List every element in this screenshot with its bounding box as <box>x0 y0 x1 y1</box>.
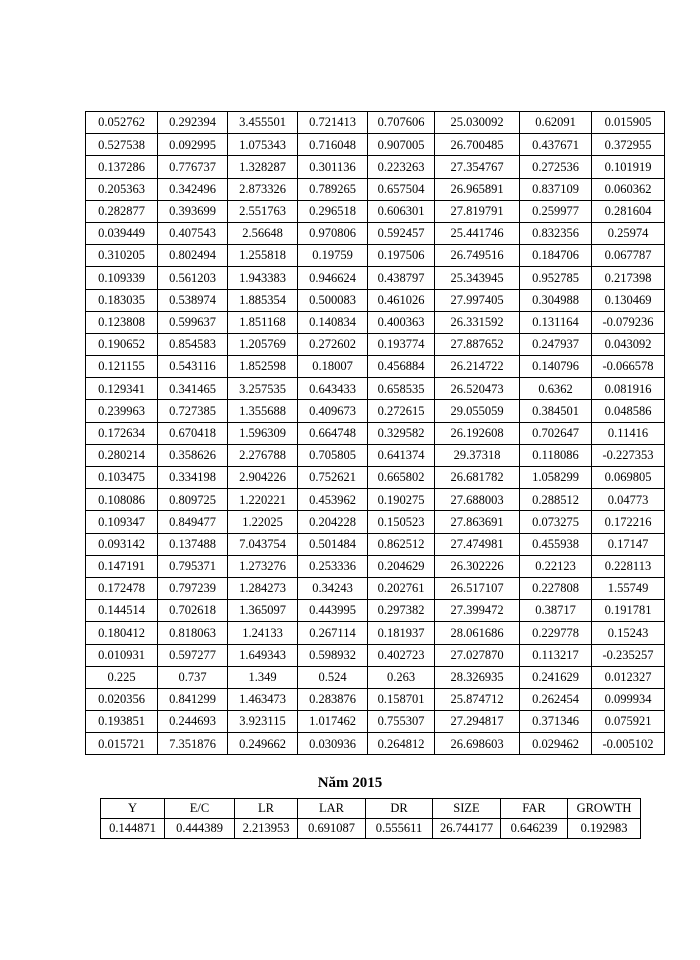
table-cell: 0.946624 <box>298 267 368 289</box>
table-cell: 0.721413 <box>298 112 368 134</box>
table-cell: 26.517107 <box>435 577 520 599</box>
table-row <box>86 134 665 156</box>
table-cell: 0.010931 <box>86 644 158 666</box>
table-cell: 0.04773 <box>592 489 665 511</box>
table-cell: 0.809725 <box>158 489 228 511</box>
table-cell: 0.015905 <box>592 112 665 134</box>
table-row <box>86 644 665 666</box>
table-cell: 0.11416 <box>592 422 665 444</box>
table-cell: 0.407543 <box>158 222 228 244</box>
table-cell: 0.841299 <box>158 688 228 710</box>
table-row <box>86 600 665 622</box>
table-cell: 0.069805 <box>592 467 665 489</box>
table-row <box>86 378 665 400</box>
table-cell: 1.22025 <box>228 511 298 533</box>
table-cell: 2.551763 <box>228 200 298 222</box>
table-cell: 27.863691 <box>435 511 520 533</box>
table-cell: 0.259977 <box>520 200 592 222</box>
table-row <box>86 511 665 533</box>
table-cell: 0.854583 <box>158 333 228 355</box>
table-cell: 26.965891 <box>435 178 520 200</box>
table-cell: 0.527538 <box>86 134 158 156</box>
table-cell: 2.276788 <box>228 444 298 466</box>
table-cell: 0.101919 <box>592 156 665 178</box>
table-cell: 0.38717 <box>520 600 592 622</box>
table-cell: 27.294817 <box>435 711 520 733</box>
table-cell: 0.113217 <box>520 644 592 666</box>
table-row <box>86 400 665 422</box>
table-cell: 0.342496 <box>158 178 228 200</box>
table-cell: 0.598932 <box>298 644 368 666</box>
table-row <box>86 444 665 466</box>
header-cell: LAR <box>298 799 366 819</box>
table-cell: 0.606301 <box>368 200 435 222</box>
table-cell: 26.520473 <box>435 378 520 400</box>
table-cell: 0.18007 <box>298 356 368 378</box>
table-cell: 0.952785 <box>520 267 592 289</box>
table-cell: 0.241629 <box>520 666 592 688</box>
table-cell: 7.351876 <box>158 733 228 755</box>
table-cell: 3.455501 <box>228 112 298 134</box>
table-cell: 0.092995 <box>158 134 228 156</box>
table-cell: 0.239963 <box>86 400 158 422</box>
table-cell: 0.204228 <box>298 511 368 533</box>
table-cell: 1.349 <box>228 666 298 688</box>
table-cell: 1.205769 <box>228 333 298 355</box>
table-cell: 0.129341 <box>86 378 158 400</box>
table-cell: 0.592457 <box>368 222 435 244</box>
table-cell: 0.907005 <box>368 134 435 156</box>
table-cell: 0.073275 <box>520 511 592 533</box>
table-cell: 0.670418 <box>158 422 228 444</box>
table-row <box>86 289 665 311</box>
table-row <box>86 711 665 733</box>
table-cell: 0.400363 <box>368 311 435 333</box>
table-cell: 0.172216 <box>592 511 665 533</box>
table-row <box>86 112 665 134</box>
table-cell: 0.665802 <box>368 467 435 489</box>
table-row <box>86 245 665 267</box>
table-cell: 0.253336 <box>298 555 368 577</box>
table-cell: 0.052762 <box>86 112 158 134</box>
table-cell: 0.264812 <box>368 733 435 755</box>
table-row <box>86 489 665 511</box>
header-cell: E/C <box>165 799 235 819</box>
table-cell: 0.288512 <box>520 489 592 511</box>
table-cell: 0.140834 <box>298 311 368 333</box>
table-cell: 0.137488 <box>158 533 228 555</box>
table-cell: 0.643433 <box>298 378 368 400</box>
table-cell: 0.6362 <box>520 378 592 400</box>
value-cell: 0.691087 <box>298 819 366 839</box>
table-cell: 0.372955 <box>592 134 665 156</box>
table-cell: 0.190275 <box>368 489 435 511</box>
table-cell: 0.039449 <box>86 222 158 244</box>
table-cell: 0.108086 <box>86 489 158 511</box>
table-cell: 0.371346 <box>520 711 592 733</box>
table-cell: 0.140796 <box>520 356 592 378</box>
table-cell: -0.227353 <box>592 444 665 466</box>
table-cell: 0.402723 <box>368 644 435 666</box>
table-cell: 0.341465 <box>158 378 228 400</box>
table-row <box>86 178 665 200</box>
table-cell: 2.56648 <box>228 222 298 244</box>
table-cell: 0.358626 <box>158 444 228 466</box>
table-cell: 0.970806 <box>298 222 368 244</box>
table-cell: 0.776737 <box>158 156 228 178</box>
table-cell: 1.851168 <box>228 311 298 333</box>
table-cell: 0.197506 <box>368 245 435 267</box>
table-cell: 0.150523 <box>368 511 435 533</box>
table-cell: 0.832356 <box>520 222 592 244</box>
table-cell: 0.329582 <box>368 422 435 444</box>
table-cell: 29.055059 <box>435 400 520 422</box>
table-cell: 0.702647 <box>520 422 592 444</box>
table-cell: 27.354767 <box>435 156 520 178</box>
table-cell: 1.220221 <box>228 489 298 511</box>
table-cell: 0.202761 <box>368 577 435 599</box>
table-cell: 25.874712 <box>435 688 520 710</box>
table-cell: 0.384501 <box>520 400 592 422</box>
table-row <box>86 622 665 644</box>
table-cell: 0.043092 <box>592 333 665 355</box>
table-cell: 1.943383 <box>228 267 298 289</box>
table-cell: 26.192608 <box>435 422 520 444</box>
table-cell: 26.302226 <box>435 555 520 577</box>
table-cell: 0.304988 <box>520 289 592 311</box>
value-cell: 0.646239 <box>501 819 568 839</box>
value-cell: 0.144871 <box>101 819 165 839</box>
table-row <box>86 311 665 333</box>
table-row <box>86 688 665 710</box>
header-cell: Y <box>101 799 165 819</box>
table-cell: 26.698603 <box>435 733 520 755</box>
table-cell: 0.797239 <box>158 577 228 599</box>
table-cell: 1.463473 <box>228 688 298 710</box>
table-cell: 0.296518 <box>298 200 368 222</box>
table-row <box>86 356 665 378</box>
header-cell: LR <box>235 799 298 819</box>
table-cell: 0.172634 <box>86 422 158 444</box>
table-cell: -0.005102 <box>592 733 665 755</box>
table-cell: 0.075921 <box>592 711 665 733</box>
table-cell: 0.099934 <box>592 688 665 710</box>
table-cell: 0.093142 <box>86 533 158 555</box>
table-cell: 3.257535 <box>228 378 298 400</box>
table-cell: 0.272536 <box>520 156 592 178</box>
table-row <box>86 533 665 555</box>
table-cell: 0.443995 <box>298 600 368 622</box>
table-cell: 0.247937 <box>520 333 592 355</box>
table-cell: 1.24133 <box>228 622 298 644</box>
table-cell: 1.075343 <box>228 134 298 156</box>
table-cell: 1.596309 <box>228 422 298 444</box>
table-cell: 0.181937 <box>368 622 435 644</box>
table-cell: 0.561203 <box>158 267 228 289</box>
table-cell: 26.214722 <box>435 356 520 378</box>
value-cell: 0.555611 <box>366 819 433 839</box>
table-cell: 0.752621 <box>298 467 368 489</box>
table-cell: 0.755307 <box>368 711 435 733</box>
table-cell: 0.282877 <box>86 200 158 222</box>
table-cell: 0.227808 <box>520 577 592 599</box>
table-cell: 1.852598 <box>228 356 298 378</box>
value-cell: 2.213953 <box>235 819 298 839</box>
table-cell: 2.904226 <box>228 467 298 489</box>
table-cell: 0.204629 <box>368 555 435 577</box>
table-cell: 0.664748 <box>298 422 368 444</box>
table-cell: 0.716048 <box>298 134 368 156</box>
table-cell: 1.365097 <box>228 600 298 622</box>
table-cell: 0.109339 <box>86 267 158 289</box>
table-cell: 0.707606 <box>368 112 435 134</box>
table-cell: 0.267114 <box>298 622 368 644</box>
table-cell: 0.272615 <box>368 400 435 422</box>
table-cell: 0.501484 <box>298 533 368 555</box>
table-cell: -0.079236 <box>592 311 665 333</box>
table-cell: 1.885354 <box>228 289 298 311</box>
table-cell: 25.441746 <box>435 222 520 244</box>
section-title: Năm 2015 <box>317 775 383 791</box>
table-cell: 0.301136 <box>298 156 368 178</box>
table-cell: 0.297382 <box>368 600 435 622</box>
summary-header-row <box>101 799 641 819</box>
table-cell: 0.137286 <box>86 156 158 178</box>
table-cell: 0.249662 <box>228 733 298 755</box>
table-cell: 29.37318 <box>435 444 520 466</box>
table-cell: 0.62091 <box>520 112 592 134</box>
table-cell: 0.281604 <box>592 200 665 222</box>
table-cell: 0.020356 <box>86 688 158 710</box>
table-cell: 27.997405 <box>435 289 520 311</box>
table-cell: 0.184706 <box>520 245 592 267</box>
table-cell: 0.272602 <box>298 333 368 355</box>
table-cell: 26.700485 <box>435 134 520 156</box>
table-row <box>86 733 665 755</box>
table-cell: 0.015721 <box>86 733 158 755</box>
table-row <box>86 156 665 178</box>
table-cell: -0.066578 <box>592 356 665 378</box>
table-cell: 0.147191 <box>86 555 158 577</box>
table-cell: 1.355688 <box>228 400 298 422</box>
table-cell: 27.819791 <box>435 200 520 222</box>
table-cell: 0.180412 <box>86 622 158 644</box>
table-cell: 0.789265 <box>298 178 368 200</box>
table-cell: 26.331592 <box>435 311 520 333</box>
table-row <box>86 555 665 577</box>
table-cell: 27.887652 <box>435 333 520 355</box>
table-row <box>86 222 665 244</box>
header-cell: DR <box>366 799 433 819</box>
table-cell: 1.273276 <box>228 555 298 577</box>
table-cell: 7.043754 <box>228 533 298 555</box>
table-cell: 0.524 <box>298 666 368 688</box>
table-cell: 0.22123 <box>520 555 592 577</box>
table-cell: 0.130469 <box>592 289 665 311</box>
table-cell: 0.334198 <box>158 467 228 489</box>
table-cell: 0.409673 <box>298 400 368 422</box>
table-cell: 0.862512 <box>368 533 435 555</box>
table-cell: 0.280214 <box>86 444 158 466</box>
table-cell: 0.19759 <box>298 245 368 267</box>
table-cell: 1.328287 <box>228 156 298 178</box>
table-cell: 0.17147 <box>592 533 665 555</box>
table-row <box>86 666 665 688</box>
table-cell: 0.727385 <box>158 400 228 422</box>
table-row <box>86 267 665 289</box>
table-cell: 0.067787 <box>592 245 665 267</box>
table-cell: 0.103475 <box>86 467 158 489</box>
table-cell: 25.030092 <box>435 112 520 134</box>
table-cell: 0.456884 <box>368 356 435 378</box>
table-cell: 0.228113 <box>592 555 665 577</box>
table-cell: 0.538974 <box>158 289 228 311</box>
table-cell: 0.597277 <box>158 644 228 666</box>
table-cell: 0.144514 <box>86 600 158 622</box>
table-cell: 0.158701 <box>368 688 435 710</box>
table-cell: 0.34243 <box>298 577 368 599</box>
table-cell: 0.109347 <box>86 511 158 533</box>
table-cell: 1.55749 <box>592 577 665 599</box>
table-cell: 0.25974 <box>592 222 665 244</box>
table-cell: 0.393699 <box>158 200 228 222</box>
table-cell: 0.658535 <box>368 378 435 400</box>
table-cell: 0.500083 <box>298 289 368 311</box>
table-cell: 0.292394 <box>158 112 228 134</box>
table-cell: 1.017462 <box>298 711 368 733</box>
table-cell: 0.455938 <box>520 533 592 555</box>
table-cell: 0.705805 <box>298 444 368 466</box>
table-cell: 0.029462 <box>520 733 592 755</box>
table-cell: -0.235257 <box>592 644 665 666</box>
table-cell: 26.749516 <box>435 245 520 267</box>
table-cell: 27.474981 <box>435 533 520 555</box>
summary-value-row <box>101 819 641 839</box>
table-cell: 0.244693 <box>158 711 228 733</box>
table-cell: 0.837109 <box>520 178 592 200</box>
table-cell: 0.737 <box>158 666 228 688</box>
table-cell: 28.326935 <box>435 666 520 688</box>
table-cell: 0.118086 <box>520 444 592 466</box>
table-cell: 0.283876 <box>298 688 368 710</box>
table-cell: 0.599637 <box>158 311 228 333</box>
table-cell: 0.190652 <box>86 333 158 355</box>
table-cell: 1.255818 <box>228 245 298 267</box>
table-cell: 0.183035 <box>86 289 158 311</box>
table-cell: 0.657504 <box>368 178 435 200</box>
table-row <box>86 422 665 444</box>
table-cell: 0.012327 <box>592 666 665 688</box>
table-cell: 0.310205 <box>86 245 158 267</box>
table-cell: 3.923115 <box>228 711 298 733</box>
header-cell: FAR <box>501 799 568 819</box>
table-row <box>86 467 665 489</box>
table-cell: 0.795371 <box>158 555 228 577</box>
table-cell: 0.818063 <box>158 622 228 644</box>
table-cell: 0.702618 <box>158 600 228 622</box>
table-cell: 0.131164 <box>520 311 592 333</box>
table-cell: 27.027870 <box>435 644 520 666</box>
table-cell: 0.15243 <box>592 622 665 644</box>
table-cell: 0.048586 <box>592 400 665 422</box>
table-cell: 27.399472 <box>435 600 520 622</box>
table-cell: 0.229778 <box>520 622 592 644</box>
table-cell: 0.543116 <box>158 356 228 378</box>
table-cell: 1.284273 <box>228 577 298 599</box>
table-row <box>86 333 665 355</box>
table-cell: 2.873326 <box>228 178 298 200</box>
table-cell: 0.437671 <box>520 134 592 156</box>
table-cell: 27.688003 <box>435 489 520 511</box>
value-cell: 0.444389 <box>165 819 235 839</box>
table-cell: 0.263 <box>368 666 435 688</box>
table-cell: 0.030936 <box>298 733 368 755</box>
table-cell: 1.058299 <box>520 467 592 489</box>
table-cell: 0.223263 <box>368 156 435 178</box>
table-cell: 0.461026 <box>368 289 435 311</box>
value-cell: 0.192983 <box>568 819 641 839</box>
table-cell: 0.081916 <box>592 378 665 400</box>
table-cell: 0.191781 <box>592 600 665 622</box>
table-row <box>86 577 665 599</box>
data-table <box>85 111 665 755</box>
table-cell: 0.641374 <box>368 444 435 466</box>
table-cell: 0.172478 <box>86 577 158 599</box>
summary-table <box>100 798 641 839</box>
table-cell: 0.225 <box>86 666 158 688</box>
table-cell: 28.061686 <box>435 622 520 644</box>
table-cell: 0.849477 <box>158 511 228 533</box>
table-cell: 0.217398 <box>592 267 665 289</box>
table-cell: 0.205363 <box>86 178 158 200</box>
table-cell: 26.681782 <box>435 467 520 489</box>
table-cell: 0.438797 <box>368 267 435 289</box>
table-cell: 0.193851 <box>86 711 158 733</box>
table-cell: 0.193774 <box>368 333 435 355</box>
header-cell: GROWTH <box>568 799 641 819</box>
table-cell: 0.802494 <box>158 245 228 267</box>
table-cell: 1.649343 <box>228 644 298 666</box>
table-cell: 0.123808 <box>86 311 158 333</box>
table-cell: 0.121155 <box>86 356 158 378</box>
table-cell: 0.060362 <box>592 178 665 200</box>
table-cell: 25.343945 <box>435 267 520 289</box>
value-cell: 26.744177 <box>433 819 501 839</box>
header-cell: SIZE <box>433 799 501 819</box>
table-row <box>86 200 665 222</box>
table-cell: 0.262454 <box>520 688 592 710</box>
table-cell: 0.453962 <box>298 489 368 511</box>
